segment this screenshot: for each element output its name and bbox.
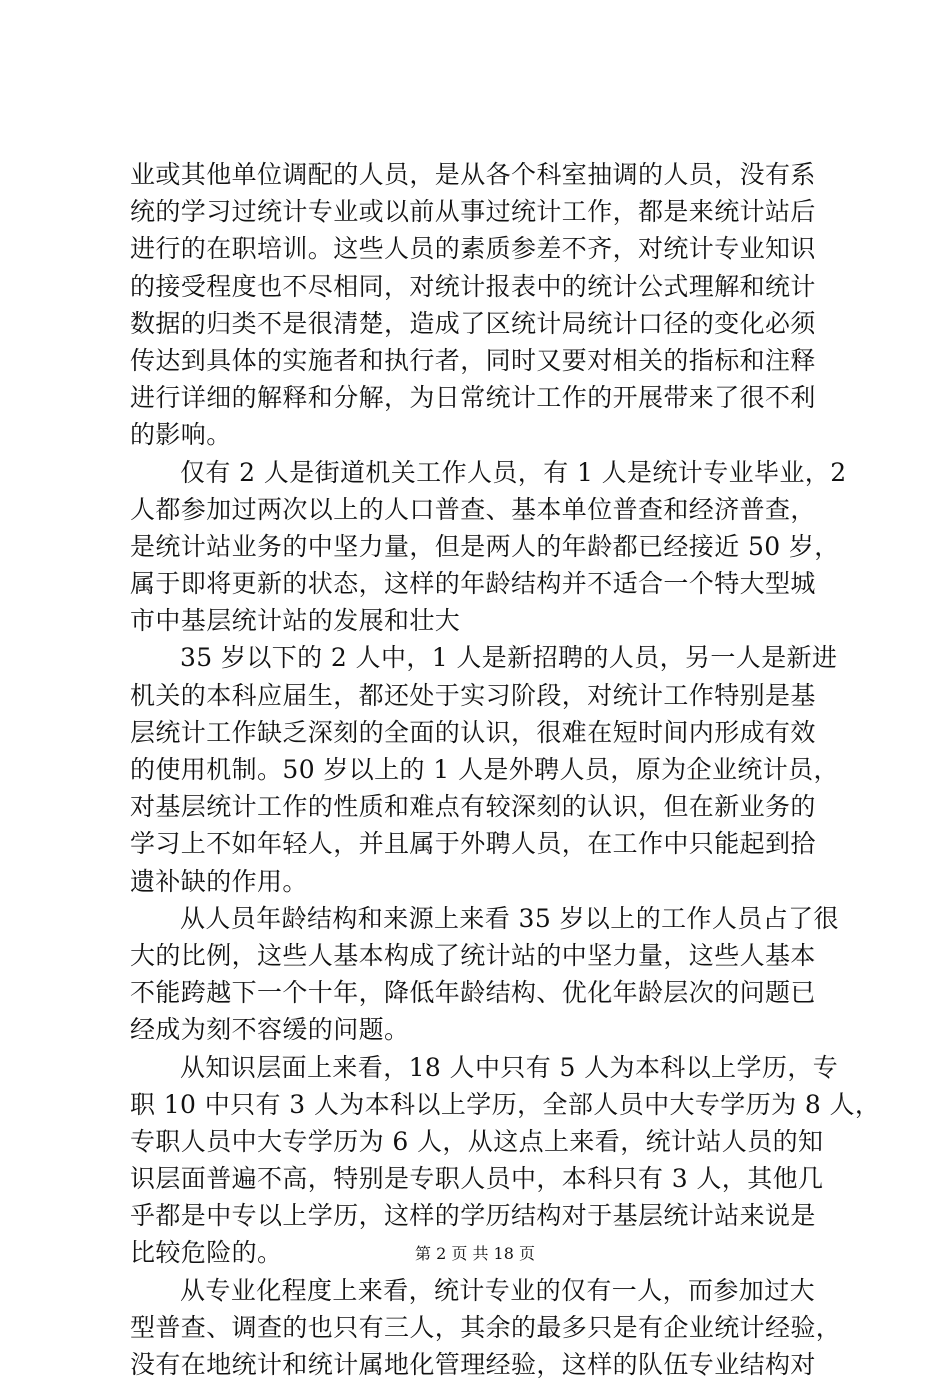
text-line: 型普查、调查的也只有三人，其余的最多只是有企业统计经验， xyxy=(130,1312,842,1342)
text-line: 的影响。 xyxy=(130,420,232,450)
paragraph-first-line: 仅有 2 人是街道机关工作人员，有 1 人是统计专业毕业，2 xyxy=(180,457,847,487)
text-line: 人都参加过两次以上的人口普查、基本单位普查和经济普查， xyxy=(130,494,816,524)
text-line: 乎都是中专以上学历，这样的学历结构对于基层统计站来说是 xyxy=(130,1201,816,1231)
paragraph-first-line: 35 岁以下的 2 人中，1 人是新招聘的人员，另一人是新进 xyxy=(180,643,838,673)
text-line: 的接受程度也不尽相同，对统计报表中的统计公式理解和统计 xyxy=(130,271,816,301)
text-line: 进行详细的解释和分解，为日常统计工作的开展带来了很不利 xyxy=(130,383,816,413)
page-footer: 第 2 页 共 18 页 xyxy=(415,1244,535,1263)
paragraph-first-line: 从知识层面上来看，18 人中只有 5 人为本科以上学历，专 xyxy=(180,1052,839,1082)
text-line: 市中基层统计站的发展和壮大 xyxy=(130,606,461,636)
document-body xyxy=(130,156,881,1383)
text-line: 层统计工作缺乏深刻的全面的认识，很难在短时间内形成有效 xyxy=(130,717,816,747)
paragraph-first-line: 从专业化程度上来看，统计专业的仅有一人，而参加过大 xyxy=(180,1275,816,1305)
text-line: 识层面普遍不高，特别是专职人员中，本科只有 3 人，其他几 xyxy=(130,1164,824,1194)
text-line: 遗补缺的作用。 xyxy=(130,866,308,896)
text-line: 传达到具体的实施者和执行者，同时又要对相关的指标和注释 xyxy=(130,345,816,375)
text-line: 职 10 中只有 3 人为本科以上学历，全部人员中大专学历为 8 人， xyxy=(130,1089,881,1119)
text-line: 经成为刻不容缓的问题。 xyxy=(130,1015,410,1045)
text-line: 不能跨越下一个十年，降低年龄结构、优化年龄层次的问题已 xyxy=(130,978,816,1008)
text-line: 业或其他单位调配的人员，是从各个科室抽调的人员，没有系 xyxy=(130,160,816,189)
text-line: 大的比例，这些人基本构成了统计站的中坚力量，这些人基本 xyxy=(130,940,816,970)
text-line: 没有在地统计和统计属地化管理经验，这样的队伍专业结构对 xyxy=(130,1350,816,1379)
text-line: 属于即将更新的状态，这样的年龄结构并不适合一个特大型城 xyxy=(130,569,816,599)
text-line: 数据的归类不是很清楚，造成了区统计局统计口径的变化必须 xyxy=(130,308,816,338)
text-line: 统的学习过统计专业或以前从事过统计工作，都是来统计站后 xyxy=(130,197,816,227)
text-line: 对基层统计工作的性质和难点有较深刻的认识，但在新业务的 xyxy=(130,792,816,822)
text-line: 的使用机制。50 岁以上的 1 人是外聘人员，原为企业统计员， xyxy=(130,755,839,784)
text-line: 学习上不如年轻人，并且属于外聘人员，在工作中只能起到拾 xyxy=(130,829,816,859)
text-line: 进行的在职培训。这些人员的素质参差不齐，对统计专业知识 xyxy=(130,234,816,264)
text-line: 专职人员中大专学历为 6 人，从这点上来看，统计站人员的知 xyxy=(130,1126,824,1156)
paragraph-first-line: 从人员年龄结构和来源上来看 35 岁以上的工作人员占了很 xyxy=(180,903,839,933)
text-line: 比较危险的。 xyxy=(130,1238,283,1268)
text-line: 是统计站业务的中坚力量，但是两人的年龄都已经接近 50 岁， xyxy=(130,531,840,561)
text-line: 机关的本科应届生，都还处于实习阶段，对统计工作特别是基 xyxy=(130,680,816,710)
